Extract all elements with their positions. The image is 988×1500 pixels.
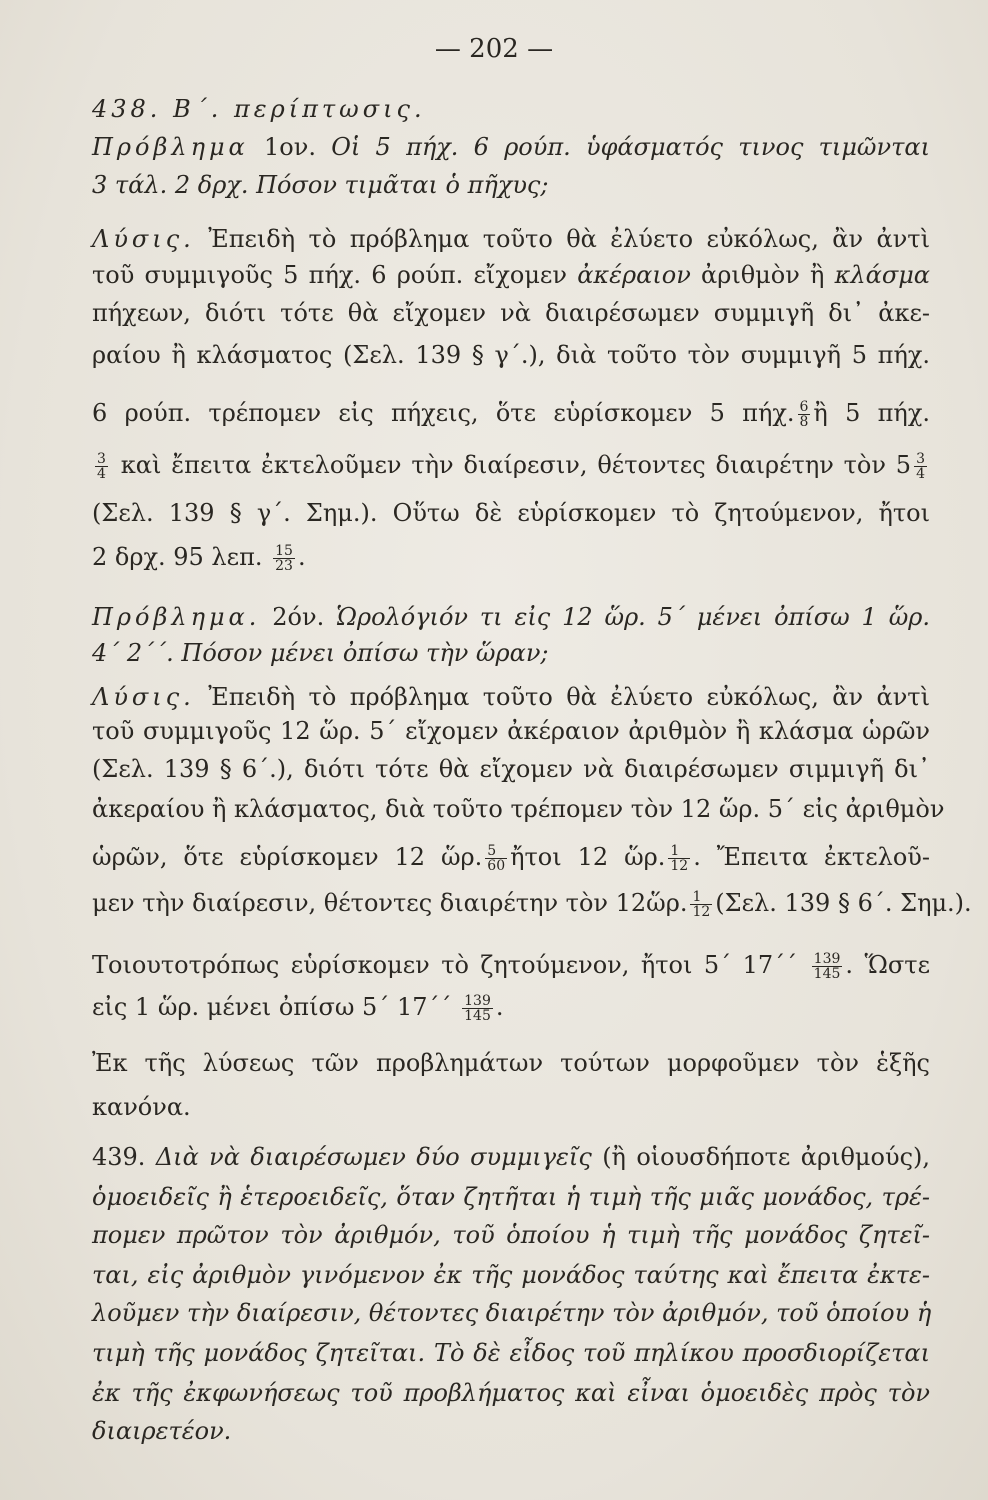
text-line xyxy=(92,714,930,748)
text-run: . xyxy=(495,993,504,1021)
fraction xyxy=(668,844,690,873)
fraction-denominator: 145 xyxy=(464,1008,491,1024)
text-line xyxy=(92,1140,930,1174)
fraction-denominator: 60 xyxy=(487,858,506,874)
fraction xyxy=(462,994,493,1023)
fraction-denominator: 12 xyxy=(692,904,711,920)
text-run: ἐκ τῆς ἐκφωνήσεως τοῦ προβλήματος καὶ εἶναι ὁμοειδὲς πρὸς τὸν xyxy=(92,1379,930,1407)
fraction-numerator: 3 xyxy=(97,451,106,467)
fraction-denominator: 23 xyxy=(275,558,293,574)
text-run: (Σελ. 139 § 6΄. Σημ.). xyxy=(715,889,972,917)
text-run: ἀκέραιον xyxy=(577,261,691,289)
text-run: τιμὴ τῆς μονάδος ζητεῖται. Τὸ δὲ εἶδος τοῦ πηλίκου προσδιορίζεται xyxy=(92,1339,930,1367)
fraction xyxy=(914,452,927,481)
fraction-numerator: 139 xyxy=(813,951,841,967)
text-line xyxy=(92,948,930,982)
page-number: — 202 — xyxy=(434,34,554,64)
fraction-denominator: 4 xyxy=(916,466,925,482)
text-line xyxy=(92,1336,930,1370)
text-line xyxy=(92,1296,930,1330)
text-run: 2 δρχ. 95 λεπ. xyxy=(92,543,271,571)
text-run: Λύσις. xyxy=(92,225,195,253)
text-run: . Ὥστε xyxy=(845,951,931,979)
text-run: (ἢ οἱουσδήποτε ἀριθμούς), xyxy=(591,1143,931,1171)
text-line xyxy=(92,752,930,786)
text-run: 3 τάλ. 2 δρχ. Πόσον τιμᾶται ὁ πῆχυς; xyxy=(92,171,549,199)
text-run: Ἐπειδὴ τὸ πρόβλημα τοῦτο θὰ ἐλύετο εὐκόλως, ἂν ἀντὶ xyxy=(194,683,930,711)
fraction-numerator: 139 xyxy=(464,993,491,1009)
text-run: ὡρῶν, ὅτε εὑρίσκομεν 12 ὥρ. xyxy=(92,843,483,871)
text-line xyxy=(92,396,930,430)
text-line xyxy=(92,1180,930,1214)
fraction xyxy=(798,400,811,429)
text-run: (Σελ. 139 § γ΄. Σημ.). Οὕτω δὲ εὑρίσκομεν τὸ ζητούμενον, ἤτοι xyxy=(92,499,930,527)
text-run: Πρόβλημα xyxy=(92,133,249,161)
fraction xyxy=(812,952,843,981)
text-line xyxy=(92,496,930,530)
fraction-numerator: 1 xyxy=(690,890,712,905)
text-line xyxy=(92,1090,930,1124)
text-run: ἀριθμὸν ἢ xyxy=(690,261,835,289)
fraction-numerator: 15 xyxy=(275,543,293,559)
text-line xyxy=(92,600,930,634)
text-line xyxy=(92,1046,930,1080)
text-line xyxy=(92,92,930,126)
text-run: Διὰ νὰ διαιρέσωμεν δύο συμμιγεῖς xyxy=(155,1143,592,1171)
text-run: Ὡρολόγιόν τι εἰς 12 ὥρ. 5΄ μένει ὀπίσω 1 ὥρ. xyxy=(336,603,931,631)
text-line xyxy=(92,636,930,670)
text-run: μεν τὴν διαίρεσιν, θέτοντες διαιρέτην τὸν 12ὥρ. xyxy=(92,889,688,917)
text-run: Ἐπειδὴ τὸ πρόβλημα τοῦτο θὰ ἐλύετο εὐκόλως, ἂν ἀντὶ xyxy=(194,225,930,253)
text-run: ἀκεραίου ἢ κλάσματος, διὰ τοῦτο τρέπομεν τὸν 12 ὥρ. 5΄ εἰς ἀριθμὸν xyxy=(92,795,945,823)
text-run: ὁμοειδεῖς ἢ ἑτεροειδεῖς, ὅταν ζητῆται ἡ τιμὴ τῆς μιᾶς μονάδος, τρέ- xyxy=(92,1183,930,1211)
text-line xyxy=(92,296,930,330)
fraction-denominator: 145 xyxy=(813,966,841,982)
fraction-denominator: 4 xyxy=(97,466,106,482)
text-line xyxy=(92,338,930,372)
text-line xyxy=(92,1258,930,1292)
text-line xyxy=(92,1414,930,1448)
text-line xyxy=(92,680,930,714)
text-line xyxy=(92,258,930,292)
text-line xyxy=(92,168,930,202)
text-run: ται, εἰς ἀριθμὸν γινόμενον ἐκ τῆς μονάδος ταύτης καὶ ἔπειτα ἐκτε- xyxy=(92,1261,930,1289)
fraction-numerator: 1 xyxy=(668,844,690,859)
text-line xyxy=(92,1218,930,1252)
fraction-denominator: 8 xyxy=(799,414,809,430)
text-line xyxy=(92,840,930,874)
text-run: Οἱ 5 πήχ. 6 ρούπ. ὑφάσματός τινος τιμῶνται xyxy=(331,133,930,161)
text-run: πομεν πρῶτον τὸν ἀριθμόν, τοῦ ὁποίου ἡ τιμὴ τῆς μονάδος ζητεῖ- xyxy=(92,1221,930,1249)
text-line xyxy=(92,222,930,256)
fraction-numerator: 3 xyxy=(916,451,925,467)
fraction xyxy=(690,890,712,919)
text-run: κανόνα. xyxy=(92,1093,191,1121)
text-run: λοῦμεν τὴν διαίρεσιν, θέτοντες διαιρέτην τὸν ἀριθμόν, τοῦ ὁποίου ἡ xyxy=(92,1299,932,1327)
text-run: διαιρετέον. xyxy=(92,1417,232,1445)
text-run: 438. Β΄. περίπτωσις. xyxy=(92,95,426,123)
fraction xyxy=(95,452,108,481)
text-run: 439. xyxy=(92,1143,156,1171)
text-run: . Ἔπειτα ἐκτελοῦ- xyxy=(693,843,930,871)
fraction xyxy=(273,544,295,573)
text-run: Ἐκ τῆς λύσεως τῶν προβλημάτων τούτων μορφοῦμεν τὸν ἑξῆς xyxy=(92,1049,930,1077)
text-run: Λύσις. xyxy=(92,683,195,711)
text-run: 2όν. xyxy=(260,603,337,631)
text-run: Τοιουτοτρόπως εὑρίσκομεν τὸ ζητούμενον, ἤτοι 5΄ 17΄΄ xyxy=(92,951,809,979)
text-run: ραίου ἢ κλάσματος (Σελ. 139 § γ΄.), διὰ τοῦτο τὸν συμμιγῆ 5 πήχ. xyxy=(92,341,930,369)
text-line xyxy=(92,990,930,1024)
text-run: Πρόβλημα. xyxy=(92,603,261,631)
text-run: εἰς 1 ὥρ. μένει ὀπίσω 5΄ 17΄΄ xyxy=(92,993,460,1021)
fraction xyxy=(485,844,507,873)
text-run: τοῦ συμμιγοῦς 5 πήχ. 6 ρούπ. εἴχομεν xyxy=(92,261,578,289)
text-run: πήχεων, διότι τότε θὰ εἴχομεν νὰ διαιρέσωμεν συμμιγῆ δι᾽ ἀκε- xyxy=(92,299,930,327)
text-line xyxy=(92,130,930,164)
text-run: καὶ ἔπειτα ἐκτελοῦμεν τὴν διαίρεσιν, θέτοντες διαιρέτην τὸν 5 xyxy=(110,451,912,479)
text-line xyxy=(92,540,930,574)
text-run: (Σελ. 139 § 6΄.), διότι τότε θὰ εἴχομεν νὰ διαιρέσωμεν σιμμιγῆ δι᾽ xyxy=(92,755,930,783)
text-run: κλάσμα xyxy=(834,261,930,289)
text-run: 4΄ 2΄΄. Πόσον μένει ὀπίσω τὴν ὥραν; xyxy=(92,639,549,667)
fraction-numerator: 6 xyxy=(799,399,809,415)
text-run: ἢ 5 πήχ. xyxy=(813,399,930,427)
fraction-denominator: 12 xyxy=(670,858,689,874)
fraction-numerator: 5 xyxy=(485,844,507,859)
text-line xyxy=(92,448,930,482)
text-line xyxy=(92,792,945,826)
text-run: 1ον. xyxy=(248,133,332,161)
text-run: τοῦ συμμιγοῦς 12 ὥρ. 5΄ εἴχομεν ἀκέραιον ἀριθμὸν ἢ κλάσμα ὡρῶν xyxy=(92,717,930,745)
text-run: . xyxy=(297,543,306,571)
text-line xyxy=(92,886,972,920)
text-run: 6 ρούπ. τρέπομεν εἰς πήχεις, ὅτε εὑρίσκομεν 5 πήχ. xyxy=(92,399,795,427)
text-run: ἤτοι 12 ὥρ. xyxy=(510,843,666,871)
text-line xyxy=(92,1376,930,1410)
